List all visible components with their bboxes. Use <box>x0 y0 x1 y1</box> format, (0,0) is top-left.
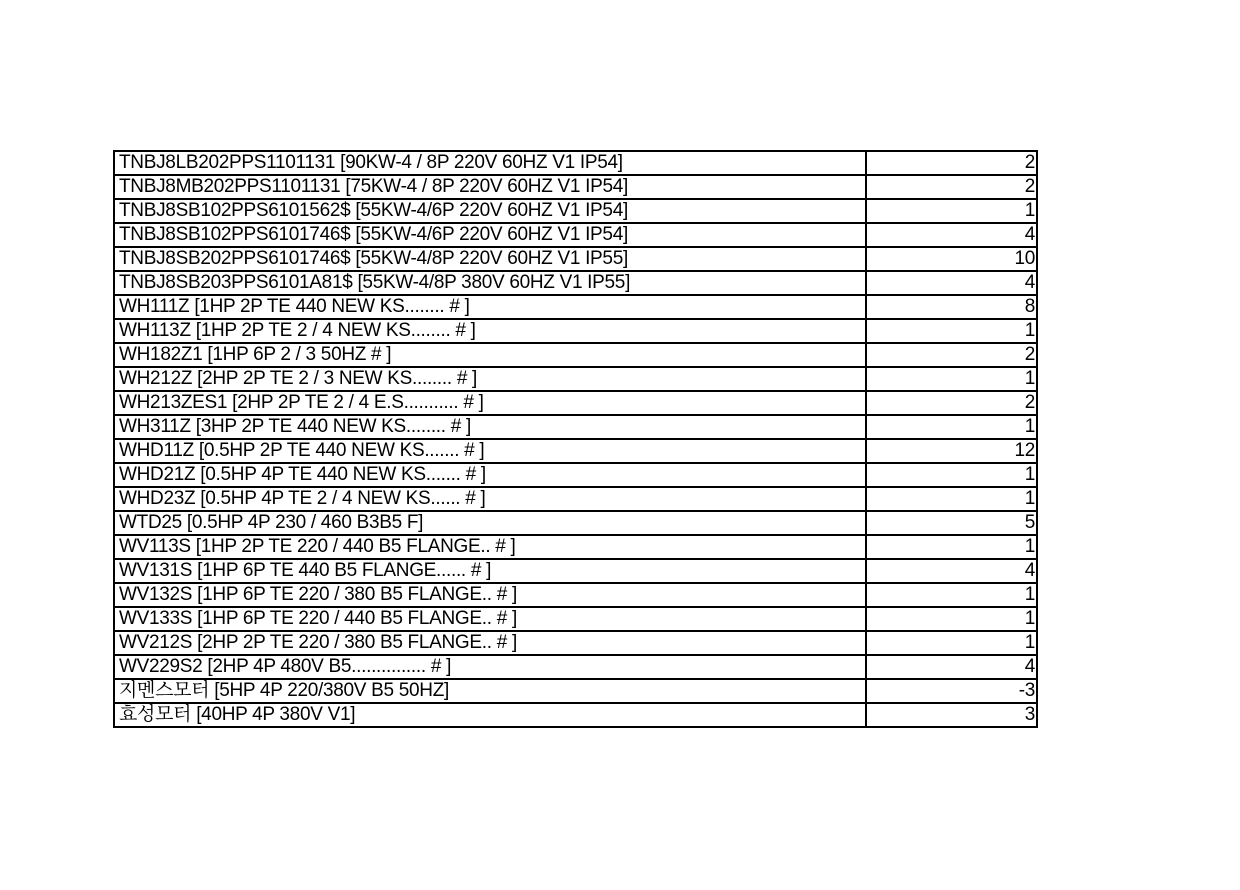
description-cell[interactable]: WV113S [1HP 2P TE 220 / 440 B5 FLANGE.. # ] <box>114 535 866 559</box>
description-cell[interactable]: WV229S2 [2HP 4P 480V B5............... # ] <box>114 655 866 679</box>
quantity-cell[interactable]: 3 <box>866 703 1037 727</box>
quantity-cell[interactable]: 1 <box>866 535 1037 559</box>
table-row <box>114 319 1037 343</box>
description-cell[interactable]: WV133S [1HP 6P TE 220 / 440 B5 FLANGE.. # ] <box>114 607 866 631</box>
description-cell[interactable]: WH111Z [1HP 2P TE 440 NEW KS........ # ] <box>114 295 866 319</box>
quantity-cell[interactable]: 10 <box>866 247 1037 271</box>
table-row <box>114 631 1037 655</box>
quantity-cell[interactable]: 5 <box>866 511 1037 535</box>
quantity-cell[interactable]: -3 <box>866 679 1037 703</box>
quantity-cell[interactable]: 1 <box>866 415 1037 439</box>
quantity-cell[interactable]: 1 <box>866 607 1037 631</box>
description-cell[interactable]: TNBJ8LB202PPS1101131 [90KW-4 / 8P 220V 60HZ V1 IP54] <box>114 151 866 175</box>
quantity-cell[interactable]: 1 <box>866 583 1037 607</box>
description-cell[interactable]: TNBJ8MB202PPS1101131 [75KW-4 / 8P 220V 60HZ V1 IP54] <box>114 175 866 199</box>
table-row <box>114 175 1037 199</box>
table-row <box>114 151 1037 175</box>
table-row <box>114 535 1037 559</box>
description-cell[interactable]: 지멘스모터 [5HP 4P 220/380V B5 50HZ] <box>114 679 866 703</box>
quantity-cell[interactable]: 1 <box>866 319 1037 343</box>
table-row <box>114 295 1037 319</box>
table-row <box>114 463 1037 487</box>
quantity-cell[interactable]: 1 <box>866 199 1037 223</box>
quantity-cell[interactable]: 2 <box>866 151 1037 175</box>
table-row <box>114 247 1037 271</box>
table-row <box>114 439 1037 463</box>
table-row <box>114 391 1037 415</box>
description-cell[interactable]: TNBJ8SB102PPS6101562$ [55KW-4/6P 220V 60HZ V1 IP54] <box>114 199 866 223</box>
table-row <box>114 223 1037 247</box>
table-row <box>114 367 1037 391</box>
description-cell[interactable]: WHD11Z [0.5HP 2P TE 440 NEW KS....... # ] <box>114 439 866 463</box>
quantity-cell[interactable]: 4 <box>866 271 1037 295</box>
quantity-cell[interactable]: 12 <box>866 439 1037 463</box>
quantity-cell[interactable]: 4 <box>866 559 1037 583</box>
description-cell[interactable]: WH311Z [3HP 2P TE 440 NEW KS........ # ] <box>114 415 866 439</box>
description-cell[interactable]: WV212S [2HP 2P TE 220 / 380 B5 FLANGE.. # ] <box>114 631 866 655</box>
table-row <box>114 487 1037 511</box>
inventory-table <box>113 150 1038 728</box>
description-cell[interactable]: TNBJ8SB203PPS6101A81$ [55KW-4/8P 380V 60HZ V1 IP55] <box>114 271 866 295</box>
quantity-cell[interactable]: 2 <box>866 175 1037 199</box>
table-row <box>114 703 1037 727</box>
table-row <box>114 559 1037 583</box>
description-cell[interactable]: WH213ZES1 [2HP 2P TE 2 / 4 E.S........... # ] <box>114 391 866 415</box>
quantity-cell[interactable]: 8 <box>866 295 1037 319</box>
description-cell[interactable]: WHD21Z [0.5HP 4P TE 440 NEW KS....... # ] <box>114 463 866 487</box>
table-row <box>114 199 1037 223</box>
description-cell[interactable]: WV131S [1HP 6P TE 440 B5 FLANGE...... # ] <box>114 559 866 583</box>
quantity-cell[interactable]: 1 <box>866 487 1037 511</box>
description-cell[interactable]: WTD25 [0.5HP 4P 230 / 460 B3B5 F] <box>114 511 866 535</box>
table-row <box>114 415 1037 439</box>
quantity-cell[interactable]: 2 <box>866 391 1037 415</box>
inventory-table-body <box>114 151 1037 727</box>
table-row <box>114 343 1037 367</box>
quantity-cell[interactable]: 1 <box>866 631 1037 655</box>
description-cell[interactable]: TNBJ8SB202PPS6101746$ [55KW-4/8P 220V 60HZ V1 IP55] <box>114 247 866 271</box>
description-cell[interactable]: WH113Z [1HP 2P TE 2 / 4 NEW KS........ # ] <box>114 319 866 343</box>
description-cell[interactable]: WH182Z1 [1HP 6P 2 / 3 50HZ # ] <box>114 343 866 367</box>
table-row <box>114 607 1037 631</box>
table-row <box>114 655 1037 679</box>
description-cell[interactable]: TNBJ8SB102PPS6101746$ [55KW-4/6P 220V 60HZ V1 IP54] <box>114 223 866 247</box>
table-row <box>114 271 1037 295</box>
description-cell[interactable]: WV132S [1HP 6P TE 220 / 380 B5 FLANGE.. # ] <box>114 583 866 607</box>
quantity-cell[interactable]: 2 <box>866 343 1037 367</box>
table-row <box>114 511 1037 535</box>
quantity-cell[interactable]: 1 <box>866 367 1037 391</box>
table-row <box>114 679 1037 703</box>
quantity-cell[interactable]: 4 <box>866 223 1037 247</box>
quantity-cell[interactable]: 1 <box>866 463 1037 487</box>
table-row <box>114 583 1037 607</box>
description-cell[interactable]: WH212Z [2HP 2P TE 2 / 3 NEW KS........ # ] <box>114 367 866 391</box>
quantity-cell[interactable]: 4 <box>866 655 1037 679</box>
description-cell[interactable]: WHD23Z [0.5HP 4P TE 2 / 4 NEW KS...... # ] <box>114 487 866 511</box>
description-cell[interactable]: 효성모터 [40HP 4P 380V V1] <box>114 703 866 727</box>
